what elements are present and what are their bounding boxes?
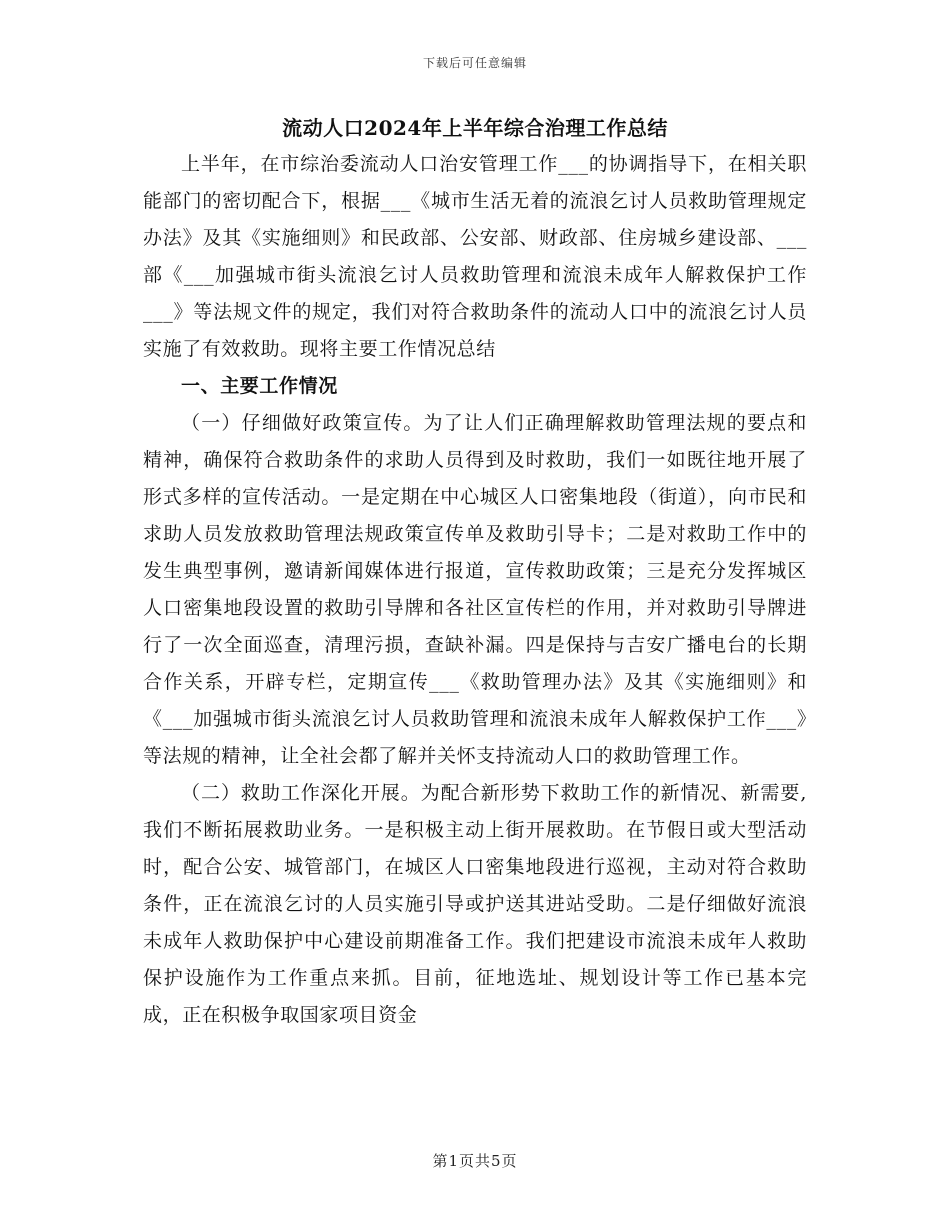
intro-paragraph: 上半年，在市综治委流动人口治安管理工作___的协调指导下，在相关职能部门的密切配合下，根据___《城市生活无着的流浪乞讨人员救助管理规定办法》及其《实施细则》和民政部、公安部、财政部、住房城乡建设部、___部《___加强城市街头流浪乞讨人员救助管理和流浪未成年人解救保护工作___》等法规文件的规定，我们对符合救助条件的流动人口中的流浪乞讨人员实施了有效救助。现将主要工作情况总结: [143, 153, 807, 360]
paragraph-policy-publicity: （一）仔细做好政策宣传。为了让人们正确理解救助管理法规的要点和精神，确保符合救助条件的求助人员得到及时救助，我们一如既往地开展了形式多样的宣传活动。一是定期在中心城区人口密集地段（街道），向市民和求助人员发放救助管理法规政策宣传单及救助引导卡；二是对救助工作中的发生典型事例，邀请新闻媒体进行报道，宣传救助政策；三是充分发挥城区人口密集地段设置的救助引导牌和各社区宣传栏的作用，并对救助引导牌进行了一次全面巡查，清理污损，查缺补漏。四是保持与吉安广播电台的长期合作关系，开辟专栏，定期宣传___《救助管理办法》及其《实施细则》和《___加强城市街头流浪乞讨人员救助管理和流浪未成年人解救保护工作___》等法规的精神，让全社会都了解并关怀支持流动人口的救助管理工作。: [143, 412, 807, 767]
section-heading: 一、主要工作情况: [181, 375, 338, 397]
document-body: [143, 110, 807, 1034]
document-title: 流动人口2024年上半年综合治理工作总结: [282, 116, 668, 140]
header-note: 下载后可任意编辑: [422, 56, 527, 70]
paragraph-rescue-work: （二）救助工作深化开展。为配合新形势下救助工作的新情况、新需要,我们不断拓展救助业务。一是积极主动上街开展救助。在节假日或大型活动时，配合公安、城管部门，在城区人口密集地段进行巡视，主动对符合救助条件，正在流浪乞讨的人员实施引导或护送其进站受助。二是仔细做好流浪未成年人救助保护中心建设前期准备工作。我们把建设市流浪未成年人救助保护设施作为工作重点来抓。目前，征地选址、规划设计等工作已基本完成，正在积极争取国家项目资金: [143, 782, 807, 1026]
page-footer: 第1页共5页: [432, 1152, 518, 1170]
